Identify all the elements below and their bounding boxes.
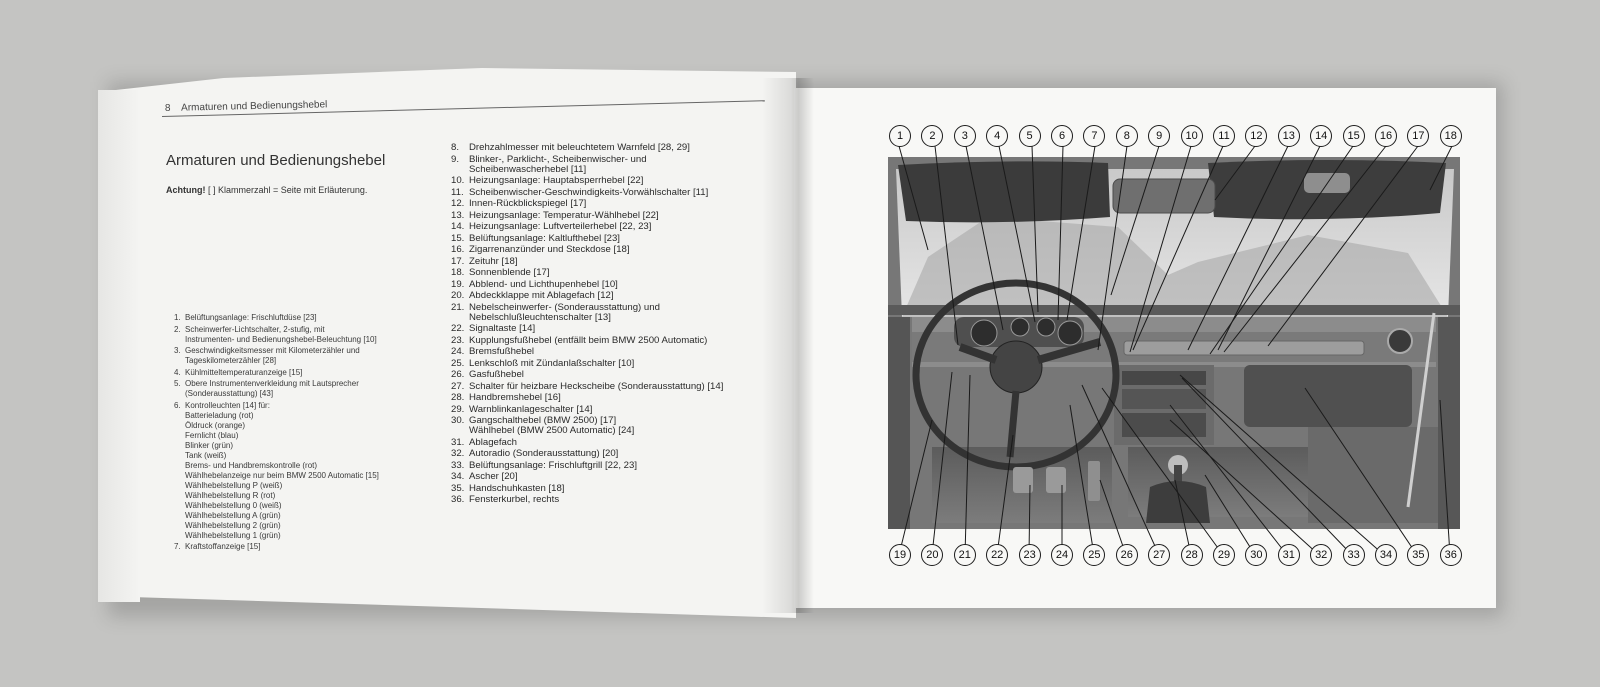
legend-item-number: 21. xyxy=(451,301,465,313)
note-warning: Achtung! xyxy=(166,185,206,195)
legend-list-right xyxy=(451,143,771,507)
legend-item-text: Belüftungsanlage: Frischluftgrill [22, 23] xyxy=(469,459,637,471)
legend-item-text: Warnblinkanlageschalter [14] xyxy=(469,403,593,415)
legend-item-text: Scheibenwischer-Geschwindigkeits-Vorwählschalter [11] xyxy=(469,186,709,198)
legend-item-text: Handschuhkasten [18] xyxy=(469,482,565,494)
legend-item-number: 16. xyxy=(451,244,465,255)
legend-item-number: 35. xyxy=(451,482,465,494)
legend-item xyxy=(451,449,771,459)
callout-number: 11 xyxy=(1213,125,1235,147)
legend-item-text: Abblend- und Lichthupenhebel [10] xyxy=(469,278,618,290)
legend-item-text: Autoradio (Sonderausstattung) [20] xyxy=(469,448,619,459)
legend-item-text: Kupplungsfußhebel (entfällt beim BMW 2500 Automatic) xyxy=(469,334,708,346)
legend-item xyxy=(451,405,771,415)
legend-item xyxy=(451,472,771,482)
legend-item xyxy=(451,222,771,232)
legend-item-number: 6. xyxy=(174,400,181,410)
callout-number: 7 xyxy=(1083,125,1105,147)
legend-item-number: 12. xyxy=(451,198,465,209)
legend-item xyxy=(451,234,771,244)
callout-number: 26 xyxy=(1116,544,1138,566)
legend-item-text: Schalter für heizbare Heckscheibe (Sonderausstattung) [14] xyxy=(469,380,724,392)
legend-item xyxy=(174,313,424,323)
page-number: 8 xyxy=(164,102,171,114)
legend-item-text: Bremsfußhebel xyxy=(469,346,535,357)
legend-item xyxy=(451,438,771,448)
callout-number: 15 xyxy=(1343,125,1365,147)
callout-number: 9 xyxy=(1148,125,1170,147)
legend-list-left xyxy=(174,313,424,554)
legend-item-text: Signaltaste [14] xyxy=(469,323,536,334)
legend-item xyxy=(174,379,424,399)
legend-item xyxy=(451,393,771,403)
legend-item-text: Belüftungsanlage: Frischluftdüse [23] xyxy=(185,313,317,322)
legend-item-number: 34. xyxy=(451,471,465,482)
legend-item-number: 28. xyxy=(451,392,465,403)
callout-number: 20 xyxy=(921,544,943,566)
legend-item-text: Sonnenblende [17] xyxy=(469,267,550,278)
legend-item xyxy=(451,359,771,369)
legend-item-text: Scheinwerfer-Lichtschalter, 2-stufig, mit Instrumenten- und Bedienungshebel-Beleuchtung [10] xyxy=(185,324,377,344)
running-head-title: Armaturen und Bedienungshebel xyxy=(180,99,328,114)
callout-number: 25 xyxy=(1083,544,1105,566)
callout-number: 33 xyxy=(1343,544,1365,566)
legend-item xyxy=(451,461,771,471)
legend-item-number: 29. xyxy=(451,403,465,415)
legend-item-number: 18. xyxy=(451,267,465,278)
callout-number: 3 xyxy=(954,125,976,147)
legend-item-text: Heizungsanlage: Hauptabsperrhebel [22] xyxy=(469,175,644,186)
legend-item xyxy=(451,416,771,436)
legend-item-number: 14. xyxy=(451,221,465,232)
legend-item-text: Ablagefach xyxy=(469,436,518,448)
legend-item xyxy=(451,155,771,175)
legend-item-text: Kontrolleuchten [14] für: Batterieladung (rot) Öldruck (orange) Fernlicht (blau) Blinker (grün) Tank (weiß) Brems- und Handbremskontrolle (rot) Wählhebelanzeige nur beim BMW 2500 Automatic [15] Wählhebelstellung P (weiß) Wählhebelstellung R (rot) Wählhebelstellung 0 (weiß) Wählhebelstellung A (grün) Wählhebelstellung 2 (grün) Wählhebelstellung 1 (grün) xyxy=(185,400,379,540)
legend-item-text: Zeituhr [18] xyxy=(469,255,518,267)
callout-number: 10 xyxy=(1181,125,1203,147)
callout-number: 16 xyxy=(1375,125,1397,147)
legend-item-number: 36. xyxy=(451,494,465,505)
left-page-edge xyxy=(98,90,140,602)
legend-item-number: 5. xyxy=(174,379,181,388)
legend-item xyxy=(174,401,424,541)
legend-item-number: 32. xyxy=(451,448,465,459)
callout-number: 13 xyxy=(1278,125,1300,147)
legend-item xyxy=(174,542,424,552)
legend-item-number: 30. xyxy=(451,415,465,426)
legend-item xyxy=(451,176,771,186)
callout-number: 5 xyxy=(1019,125,1041,147)
legend-item-text: Obere Instrumentenverkleidung mit Lautsprecher (Sonderausstattung) [43] xyxy=(185,379,359,398)
callout-number: 21 xyxy=(954,544,976,566)
legend-item xyxy=(174,368,424,378)
legend-item-text: Lenkschloß mit Zündanlaßschalter [10] xyxy=(469,357,635,369)
legend-item xyxy=(451,211,771,221)
legend-item-number: 25. xyxy=(451,357,465,369)
legend-item-number: 27. xyxy=(451,380,465,392)
legend-item-number: 9. xyxy=(451,153,460,165)
callout-number: 18 xyxy=(1440,125,1462,147)
legend-item-number: 24. xyxy=(451,346,465,357)
legend-item-number: 8. xyxy=(451,142,460,153)
legend-item-number: 33. xyxy=(451,459,465,471)
legend-item-number: 31. xyxy=(451,436,465,448)
callout-number: 32 xyxy=(1310,544,1332,566)
legend-item xyxy=(451,291,771,301)
callout-number: 4 xyxy=(986,125,1008,147)
legend-item-number: 11. xyxy=(451,186,464,198)
legend-item-number: 3. xyxy=(174,346,181,355)
legend-item xyxy=(451,199,771,209)
callout-number: 28 xyxy=(1181,544,1203,566)
legend-item-number: 26. xyxy=(451,369,465,380)
legend-item-text: Geschwindigkeitsmesser mit Kilometerzähler und Tageskilometerzähler [28] xyxy=(185,346,360,365)
legend-item xyxy=(451,245,771,255)
legend-item-text: Zigarrenanzünder und Steckdose [18] xyxy=(469,244,630,255)
callout-number: 30 xyxy=(1245,544,1267,566)
callout-number: 31 xyxy=(1278,544,1300,566)
legend-item-number: 2. xyxy=(174,324,181,334)
section-title: Armaturen und Bedienungshebel xyxy=(166,152,386,169)
legend-item-text: Heizungsanlage: Luftverteilerhebel [22, 23] xyxy=(469,221,652,232)
legend-item-text: Kühlmitteltemperaturanzeige [15] xyxy=(185,367,303,377)
dashboard-photo xyxy=(888,157,1460,529)
callout-number: 35 xyxy=(1407,544,1429,566)
legend-item xyxy=(451,324,771,334)
legend-item-text: Blinker-, Parklicht-, Scheibenwischer- und Scheibenwascherhebel [11] xyxy=(469,153,647,175)
callout-number: 8 xyxy=(1116,125,1138,147)
legend-item-number: 19. xyxy=(451,278,465,290)
legend-item xyxy=(451,484,771,494)
callout-number: 24 xyxy=(1051,544,1073,566)
legend-item xyxy=(451,188,771,198)
legend-item-number: 15. xyxy=(451,232,465,244)
legend-item xyxy=(174,346,424,366)
legend-item xyxy=(174,325,424,345)
legend-item-text: Gasfußhebel xyxy=(469,369,524,380)
callout-number: 22 xyxy=(986,544,1008,566)
legend-item-text: Innen-Rückblickspiegel [17] xyxy=(469,198,587,209)
legend-item-text: Ascher [20] xyxy=(469,471,518,482)
legend-item-number: 22. xyxy=(451,323,465,334)
legend-item xyxy=(451,370,771,380)
legend-item-text: Drehzahlmesser mit beleuchtetem Warnfeld [28, 29] xyxy=(469,142,690,153)
legend-item-number: 4. xyxy=(174,367,181,377)
legend-item xyxy=(451,495,771,505)
callout-number: 14 xyxy=(1310,125,1332,147)
legend-item-number: 13. xyxy=(451,209,465,221)
legend-item xyxy=(451,303,771,323)
legend-item xyxy=(451,382,771,392)
legend-item xyxy=(451,336,771,346)
legend-item-number: 20. xyxy=(451,290,465,301)
bracket-note xyxy=(166,185,367,195)
legend-item xyxy=(451,143,771,153)
legend-item-text: Heizungsanlage: Temperatur-Wählhebel [22] xyxy=(469,209,659,221)
legend-item-text: Abdeckklappe mit Ablagefach [12] xyxy=(469,290,614,301)
legend-item-number: 17. xyxy=(451,255,465,267)
legend-item-number: 23. xyxy=(451,334,465,346)
callout-number: 17 xyxy=(1407,125,1429,147)
dashboard-illustration xyxy=(888,157,1460,529)
callout-number: 1 xyxy=(889,125,911,147)
callout-number: 27 xyxy=(1148,544,1170,566)
legend-item-text: Kraftstoffanzeige [15] xyxy=(185,542,261,551)
note-text: [ ] Klammerzahl = Seite mit Erläuterung. xyxy=(208,185,368,195)
legend-item-text: Belüftungsanlage: Kaltlufthebel [23] xyxy=(469,232,620,244)
callout-number: 6 xyxy=(1051,125,1073,147)
callout-number: 12 xyxy=(1245,125,1267,147)
legend-item xyxy=(451,347,771,357)
legend-item xyxy=(451,280,771,290)
legend-item-text: Nebelscheinwerfer- (Sonderausstattung) und Nebelschlußleuchtenschalter [13] xyxy=(469,301,660,323)
callout-number: 19 xyxy=(889,544,911,566)
legend-item-number: 1. xyxy=(174,313,181,322)
legend-item-number: 10. xyxy=(451,175,465,186)
legend-item-text: Fensterkurbel, rechts xyxy=(469,494,560,505)
callout-number: 29 xyxy=(1213,544,1235,566)
legend-item xyxy=(451,257,771,267)
callout-number: 34 xyxy=(1375,544,1397,566)
legend-item-text: Handbremshebel [16] xyxy=(469,392,561,403)
callout-number: 36 xyxy=(1440,544,1462,566)
legend-item-number: 7. xyxy=(174,542,181,551)
callout-number: 23 xyxy=(1019,544,1041,566)
legend-item-text: Gangschalthebel (BMW 2500) [17] Wählhebel (BMW 2500 Automatic) [24] xyxy=(469,415,635,436)
callout-number: 2 xyxy=(921,125,943,147)
legend-item xyxy=(451,268,771,278)
